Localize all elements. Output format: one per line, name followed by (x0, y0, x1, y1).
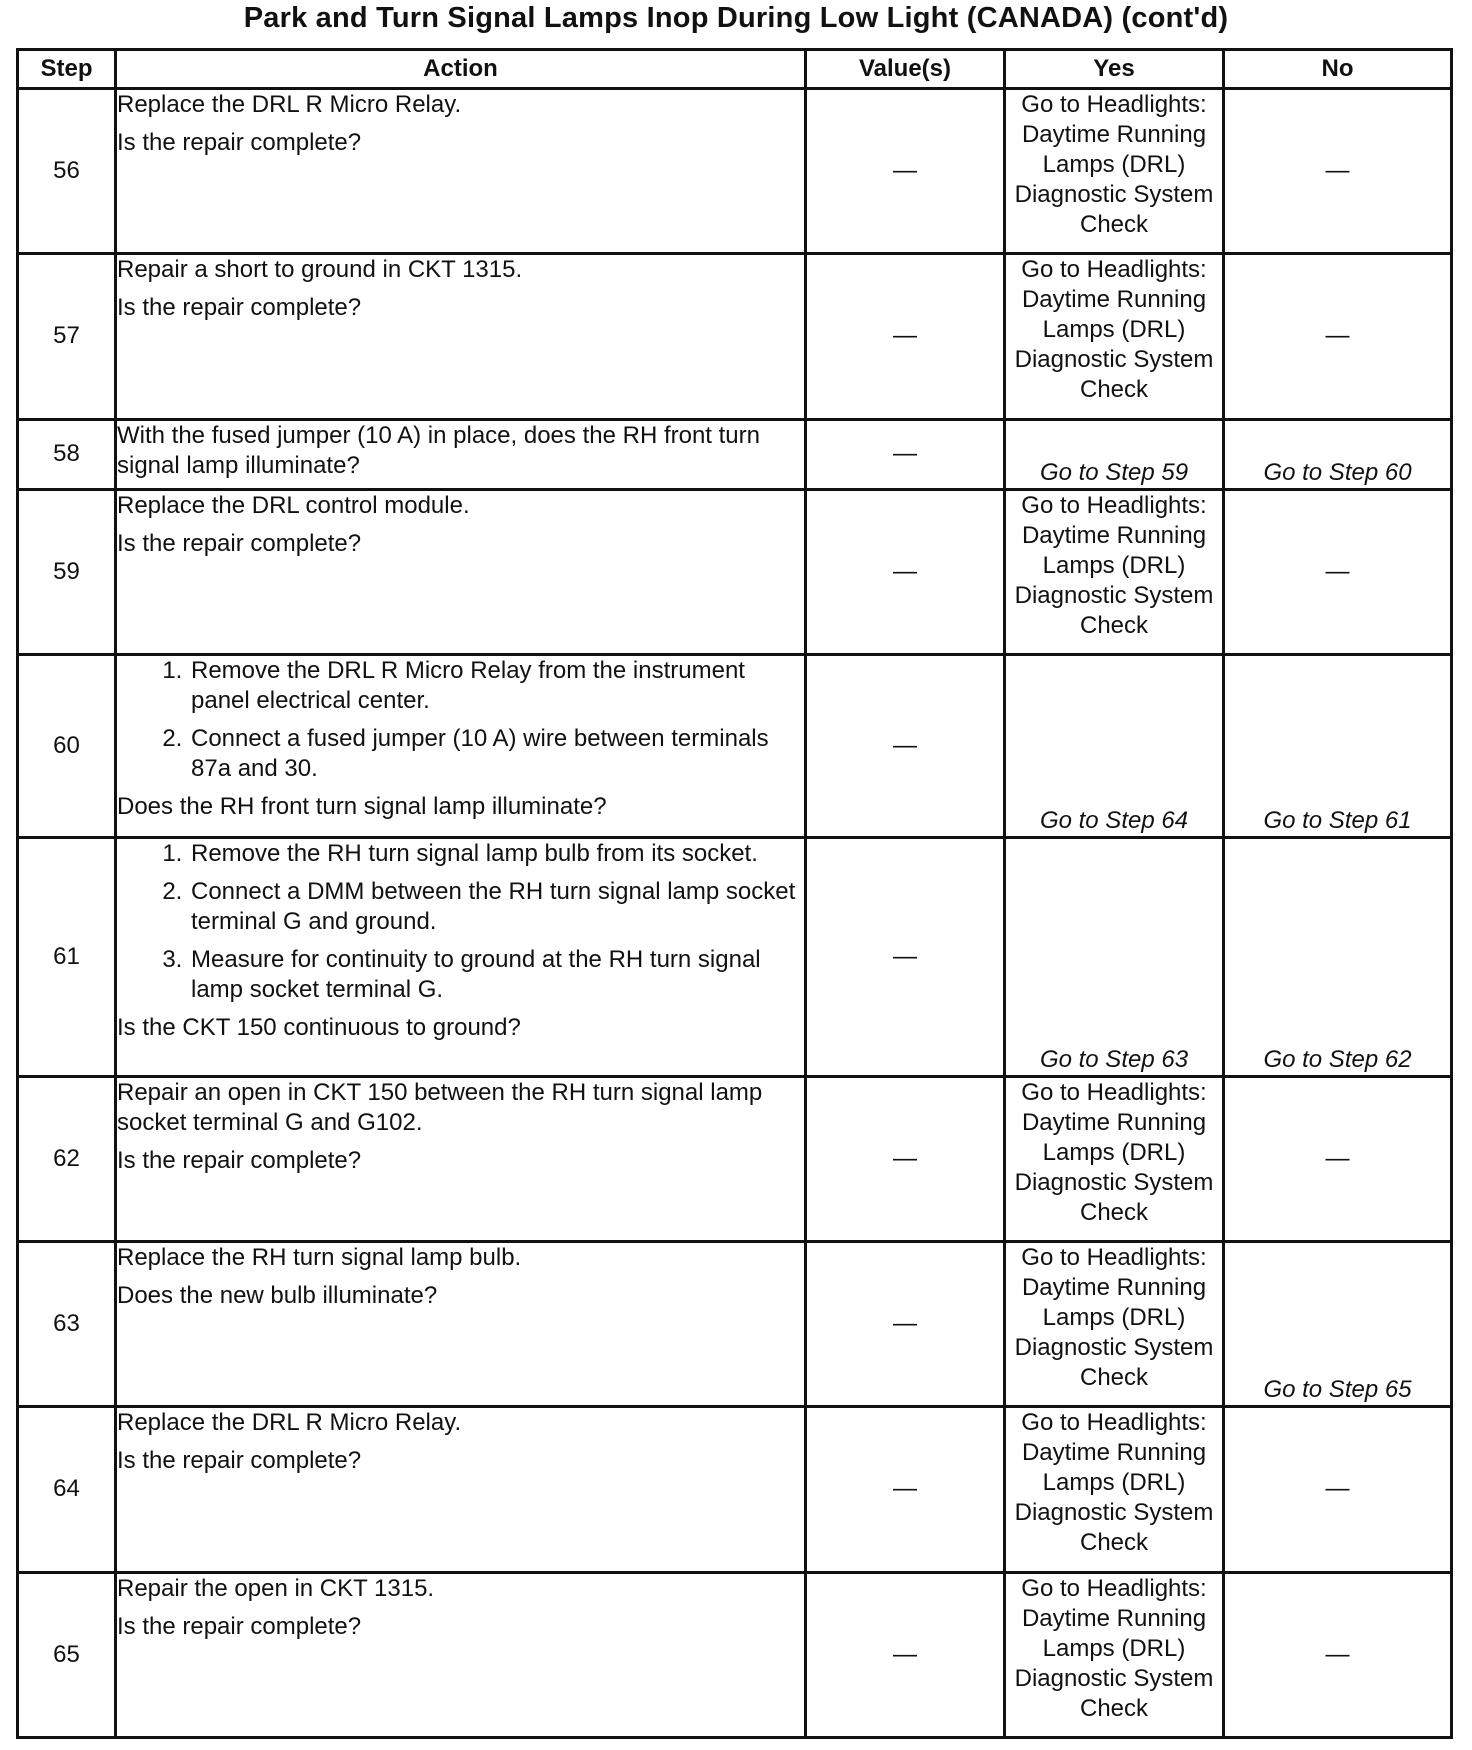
action-cell (116, 655, 806, 838)
page-title: Park and Turn Signal Lamps Inop During Low Light (CANADA) (cont'd) (243, 2, 1229, 34)
table-row (18, 489, 1452, 654)
yes-result (1005, 254, 1224, 419)
header-values: Value(s) (806, 50, 1005, 89)
action-text: With the fused jumper (10 A) in place, does the RH front turn signal lamp illuminate? (117, 421, 760, 479)
no-result-dash: — (1325, 157, 1350, 185)
values-cell: — (806, 655, 1005, 838)
goto-step-link: Go to Step 62 (1263, 1045, 1412, 1073)
no-result-dash: — (1325, 1144, 1350, 1172)
action-question: Does the RH front turn signal lamp illuminate? (117, 793, 607, 821)
step-number: 62 (18, 1076, 116, 1241)
action-text: Repair a short to ground in CKT 1315. (117, 256, 523, 284)
values-cell: — (806, 1572, 1005, 1737)
action-cell (116, 254, 806, 419)
action-text: Is the repair complete? (117, 1612, 362, 1640)
action-steps-list (117, 656, 804, 784)
step-number: 56 (18, 89, 116, 254)
action-step-item: 1. Remove the DRL R Micro Relay from the instrument panel electrical center. (189, 656, 804, 716)
goto-headlights-link: Go to Headlights: Daytime Running Lamps (DRL) Diagnostic System Check (1014, 256, 1214, 404)
no-result-dash: — (1325, 1640, 1350, 1668)
no-result (1224, 1407, 1452, 1572)
step-number: 57 (18, 254, 116, 419)
action-text: Is the repair complete? (117, 294, 362, 322)
table-row (18, 655, 1452, 838)
action-text: Repair an open in CKT 150 between the RH turn signal lamp socket terminal G and G102. (117, 1078, 763, 1136)
table-row (18, 254, 1452, 419)
yes-result (1005, 489, 1224, 654)
goto-step-link: Go to Step 64 (1039, 806, 1189, 834)
yes-result (1005, 655, 1224, 838)
step-number: 59 (18, 489, 116, 654)
action-cell (116, 1076, 806, 1241)
values-cell: — (806, 419, 1005, 489)
goto-step-link: Go to Step 63 (1039, 1045, 1189, 1073)
goto-step-link: Go to Step 61 (1263, 806, 1412, 834)
action-cell (116, 489, 806, 654)
action-text: Is the repair complete? (117, 1146, 362, 1174)
action-step-item: 1. Remove the RH turn signal lamp bulb from its socket. (189, 839, 804, 869)
table-row (18, 837, 1452, 1076)
action-text: Repair the open in CKT 1315. (117, 1574, 435, 1602)
header-action: Action (116, 50, 806, 89)
no-result (1224, 89, 1452, 254)
header-no: No (1224, 50, 1452, 89)
step-number: 58 (18, 419, 116, 489)
goto-step-link: Go to Step 60 (1263, 458, 1412, 486)
yes-result (1005, 89, 1224, 254)
no-result-dash: — (1325, 322, 1350, 350)
table-row (18, 89, 1452, 254)
table-row (18, 419, 1452, 489)
action-cell (116, 419, 806, 489)
yes-result (1005, 419, 1224, 489)
action-text: Does the new bulb illuminate? (117, 1281, 438, 1309)
goto-step-link: Go to Step 59 (1039, 458, 1189, 486)
diagnostic-table (16, 48, 1453, 1739)
step-number: 63 (18, 1241, 116, 1406)
table-row (18, 1572, 1452, 1737)
action-cell (116, 89, 806, 254)
yes-result (1005, 1407, 1224, 1572)
no-result (1224, 655, 1452, 838)
action-step-item: 2. Connect a fused jumper (10 A) wire between terminals 87a and 30. (189, 724, 804, 784)
action-text: Replace the DRL R Micro Relay. (117, 1409, 462, 1437)
action-text: Is the repair complete? (117, 529, 362, 557)
no-result (1224, 489, 1452, 654)
table-row (18, 1076, 1452, 1241)
goto-step-link: Go to Step 65 (1263, 1376, 1412, 1404)
no-result (1224, 1572, 1452, 1737)
values-cell: — (806, 837, 1005, 1076)
no-result (1224, 419, 1452, 489)
step-number: 61 (18, 837, 116, 1076)
goto-headlights-link: Go to Headlights: Daytime Running Lamps (DRL) Diagnostic System Check (1014, 1574, 1214, 1722)
table-row (18, 1407, 1452, 1572)
no-result-dash: — (1325, 1475, 1350, 1503)
action-question: Is the CKT 150 continuous to ground? (117, 1013, 521, 1041)
no-result (1224, 254, 1452, 419)
header-yes: Yes (1005, 50, 1224, 89)
no-result (1224, 1241, 1452, 1406)
values-cell: — (806, 89, 1005, 254)
action-text: Replace the RH turn signal lamp bulb. (117, 1243, 522, 1271)
step-number: 65 (18, 1572, 116, 1737)
action-text: Replace the DRL control module. (117, 491, 470, 519)
action-text: Replace the DRL R Micro Relay. (117, 91, 462, 118)
goto-headlights-link: Go to Headlights: Daytime Running Lamps (DRL) Diagnostic System Check (1014, 1409, 1214, 1557)
goto-headlights-link: Go to Headlights: Daytime Running Lamps (DRL) Diagnostic System Check (1014, 91, 1214, 238)
values-cell: — (806, 1241, 1005, 1406)
action-cell (116, 837, 806, 1076)
header-row (18, 50, 1452, 89)
yes-result (1005, 1572, 1224, 1737)
goto-headlights-link: Go to Headlights: Daytime Running Lamps (DRL) Diagnostic System Check (1014, 1078, 1214, 1226)
table-row (18, 1241, 1452, 1406)
action-step-item: 3. Measure for continuity to ground at the RH turn signal lamp socket terminal G. (189, 945, 804, 1005)
yes-result (1005, 837, 1224, 1076)
action-steps-list (117, 839, 804, 1005)
values-cell: — (806, 254, 1005, 419)
no-result-dash: — (1325, 558, 1350, 586)
step-number: 60 (18, 655, 116, 838)
table-body (18, 89, 1452, 1738)
no-result (1224, 1076, 1452, 1241)
action-text: Is the repair complete? (117, 129, 362, 156)
values-cell: — (806, 489, 1005, 654)
values-cell: — (806, 1076, 1005, 1241)
no-result (1224, 837, 1452, 1076)
yes-result (1005, 1241, 1224, 1406)
action-text: Is the repair complete? (117, 1447, 362, 1475)
action-cell (116, 1572, 806, 1737)
yes-result (1005, 1076, 1224, 1241)
header-step: Step (18, 50, 116, 89)
action-cell (116, 1407, 806, 1572)
values-cell: — (806, 1407, 1005, 1572)
goto-headlights-link: Go to Headlights: Daytime Running Lamps (DRL) Diagnostic System Check (1014, 491, 1214, 639)
action-step-item: 2. Connect a DMM between the RH turn signal lamp socket terminal G and ground. (189, 877, 804, 937)
goto-headlights-link: Go to Headlights: Daytime Running Lamps (DRL) Diagnostic System Check (1014, 1243, 1214, 1391)
action-cell (116, 1241, 806, 1406)
step-number: 64 (18, 1407, 116, 1572)
